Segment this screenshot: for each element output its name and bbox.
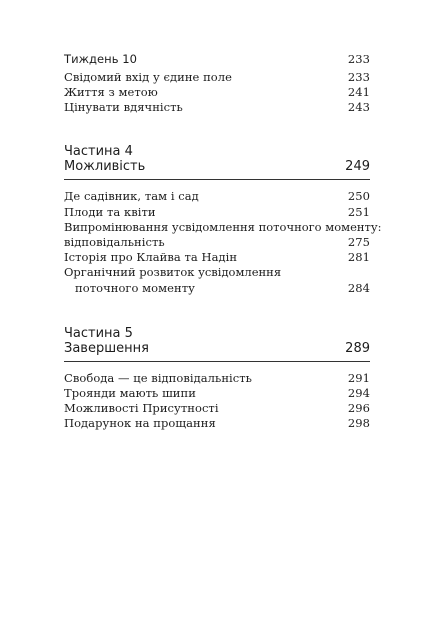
entry-title: Троянди мають шипи bbox=[64, 386, 196, 400]
toc-entry bbox=[64, 205, 370, 220]
toc-entry bbox=[64, 250, 370, 265]
entry-page: 298 bbox=[347, 416, 370, 430]
week-title: Тиждень 10 bbox=[64, 52, 137, 66]
toc-entry bbox=[64, 235, 370, 250]
entry-page: 291 bbox=[347, 371, 370, 385]
toc-entry bbox=[64, 100, 370, 115]
entry-title: Плоди та квіти bbox=[64, 205, 156, 219]
toc-entry bbox=[64, 386, 370, 401]
toc-week-heading bbox=[64, 52, 370, 67]
entry-page: 294 bbox=[347, 386, 370, 400]
entry-page: 243 bbox=[347, 100, 370, 114]
entry-title: Де садівник, там і сад bbox=[64, 189, 199, 203]
toc-entry bbox=[64, 401, 370, 416]
toc-entry bbox=[64, 189, 370, 204]
part-title: Завершення bbox=[64, 341, 149, 356]
entry-page: 233 bbox=[347, 70, 370, 84]
part-heading bbox=[64, 159, 370, 175]
part-page: 289 bbox=[345, 341, 370, 356]
part-page: 249 bbox=[345, 159, 370, 174]
part-title: Можливість bbox=[64, 159, 146, 174]
toc-entry bbox=[64, 85, 370, 100]
entry-title: Цінувати вдячність bbox=[64, 100, 183, 114]
entry-page: 251 bbox=[347, 205, 370, 219]
entry-title-line1: Випромінювання усвідомлення поточного моменту: bbox=[64, 220, 382, 234]
part-divider bbox=[64, 179, 370, 180]
entry-page: 296 bbox=[347, 401, 370, 415]
entry-title: Свобода — це відповідальність bbox=[64, 371, 252, 385]
part-heading bbox=[64, 341, 370, 357]
entry-title: Свідомий вхід у єдине поле bbox=[64, 70, 232, 84]
entry-title-line2: відповідальність bbox=[64, 235, 165, 249]
entry-page: 275 bbox=[347, 235, 370, 249]
toc-entry bbox=[64, 70, 370, 85]
entry-title: Подарунок на прощання bbox=[64, 416, 216, 430]
toc-entry bbox=[64, 416, 370, 431]
part-label: Частина 5 bbox=[64, 326, 133, 341]
entry-page: 250 bbox=[347, 189, 370, 203]
entry-page: 284 bbox=[347, 281, 370, 295]
entry-title-line2: поточного моменту bbox=[75, 281, 195, 295]
entry-title: Життя з метою bbox=[64, 85, 158, 99]
part-label: Частина 4 bbox=[64, 144, 133, 159]
entry-title: Історія про Клайва та Надін bbox=[64, 250, 238, 264]
part-divider bbox=[64, 361, 370, 362]
week-page: 233 bbox=[347, 52, 370, 66]
entry-title-line1: Органічний розвиток усвідомлення bbox=[64, 265, 282, 279]
toc-entry bbox=[64, 371, 370, 386]
entry-page: 241 bbox=[347, 85, 370, 99]
entry-page: 281 bbox=[347, 250, 370, 264]
entry-title: Можливості Присутності bbox=[64, 401, 219, 415]
toc-entry bbox=[64, 281, 370, 296]
